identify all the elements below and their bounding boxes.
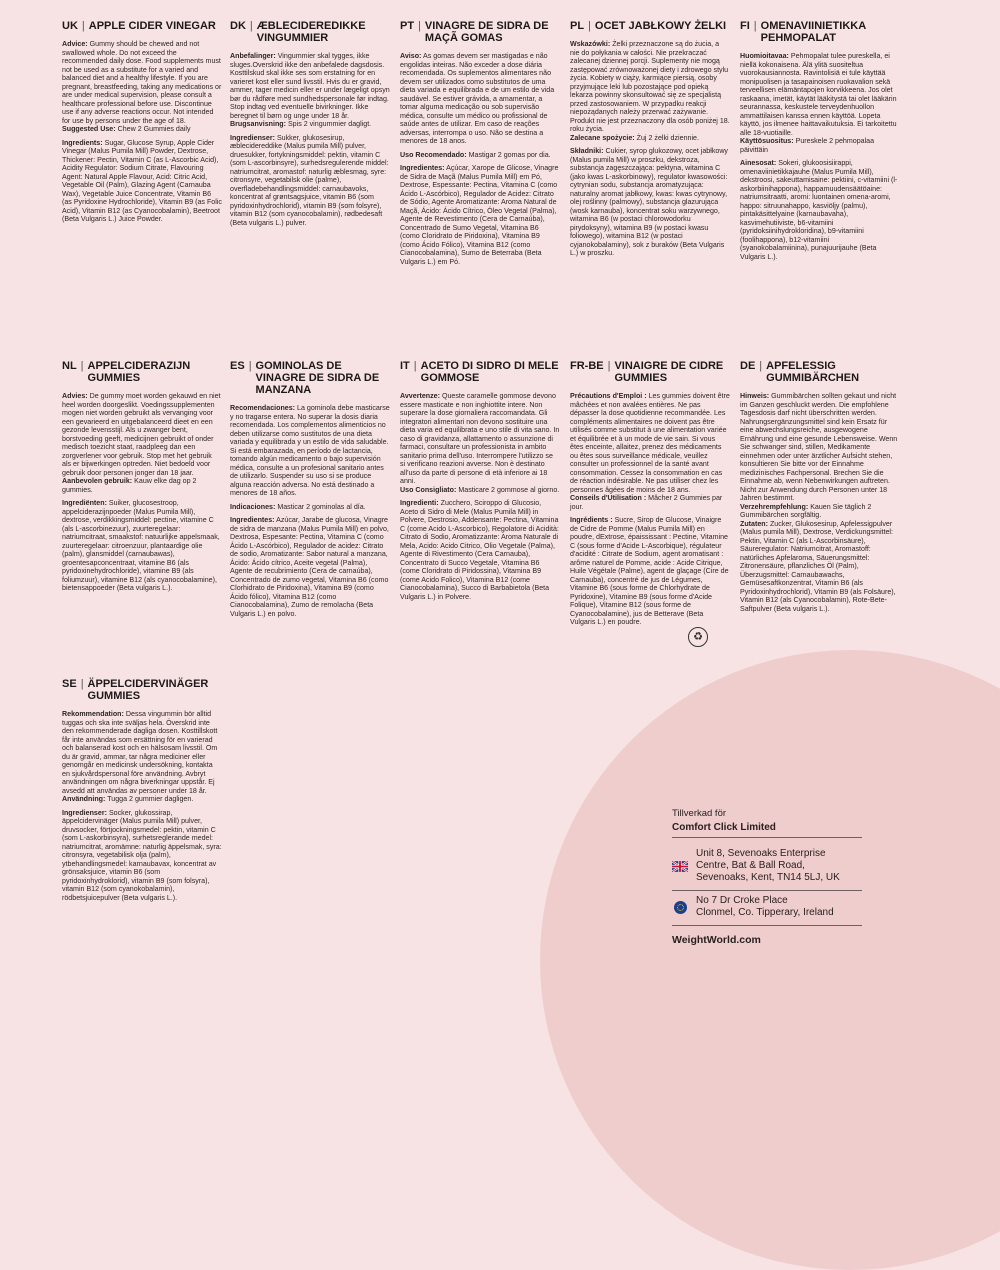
field-label: Hinweis: <box>740 392 770 400</box>
product-title: APPELCIDERAZIJN GUMMIES <box>87 360 191 384</box>
section-header <box>570 360 730 384</box>
paragraph <box>740 159 900 261</box>
product-title: APFELESSIG GUMMIBÄRCHEN <box>766 360 860 384</box>
paragraph <box>62 710 222 804</box>
header-divider: | <box>249 20 253 32</box>
section-dk <box>230 20 390 232</box>
field-label: Ingredienser: <box>62 808 107 817</box>
section-body <box>400 52 560 266</box>
section-body <box>570 40 730 258</box>
section-body <box>400 392 560 601</box>
field-label: Advies: <box>62 392 88 400</box>
company-name: Comfort Click Limited <box>672 822 862 838</box>
field-text: Zucchero, Sciroppo di Glucosio, Aceto di Sidro di Mele (Malus Pumila Mill) in Polvere, Destrosio, Addensante: Pectina, Vitamina C (come Acido L-Ascorbico), Regolatore di Acidità: Citrato di Sodio, Aromatizzante: Aroma Naturale di Mela, Acido: Acido Citrico, Olio Vegetale (Palma), Agente di Rivestimento (Cera Carnauba), Concentrato di Succo Vegetale, Vitamina B6 (come Cloridrato di Piridossina), Vitamina B9 (come Acido Folico), Vitamina B12 (come Cianocobalamina), Succo di Barbabietola (Beta Vulgaris L.) in Polvere. <box>400 499 559 601</box>
paragraph <box>62 809 222 903</box>
field-label: Uso Recomendado: <box>400 150 467 159</box>
section-header <box>400 20 560 44</box>
section-it <box>400 360 560 606</box>
header-divider: | <box>413 360 417 372</box>
paragraph <box>740 52 900 154</box>
language-code: FI <box>740 20 750 32</box>
paragraph <box>62 499 222 593</box>
header-divider: | <box>81 20 85 32</box>
field-label: Wskazówki: <box>570 40 611 48</box>
paragraph <box>570 392 730 511</box>
header-divider: | <box>248 360 252 372</box>
ie-address-line: Clonmel, Co. Tipperary, Ireland <box>696 907 834 918</box>
field-text: Masticar 2 gominolas al día. <box>277 502 366 511</box>
field-label: Ingredientes: <box>230 516 275 524</box>
language-code: NL <box>62 360 77 372</box>
field-text: As gomas devem ser mastigadas e não engolidas inteiras. Não exceder a dose diária recomendada. Os suplementos alimentares não devem ser utilizados como substitutos de uma dieta variada e equilibrada e de um estilo de vida saudável. Se estiver grávida, a amamentar, a tomar alguma medicação ou sob supervisão médica, consulte um médico ou profissional de saúde antes de utilizar. Em caso de reações adversas, interrompa o uso. Não se destina a menores de 18 anos. <box>400 52 555 145</box>
product-title: OMENAVIINIETIKKA PEHMOPALAT <box>760 20 866 44</box>
paragraph <box>570 40 730 142</box>
uk-address-line: Centre, Bat & Ball Road, <box>696 860 805 871</box>
field-text: Zucker, Glukosesirup, Apfelessigpulver (Malus pumila Mill), Dextrose, Verdickungsmittel: Pektin, Vitamin C (als L-Ascorbinsäure), Säureregulator: Natriumcitrat, Aromastoff: natürliches Apfelaroma, Säuerungsmittel: Zitronensäure, pflanzliches Öl (Palm), Überzugsmittel: Carnaubawachs, Gemüsesaftkonzentrat, Vitamin B6 (als Pyridoxinhydrochlorid), Vitamin B9 (als Folsäure), Vitamin B12 (als Cyanocobalamin), Rote-Bete-Saftpulver (Beta vulgaris L.). <box>740 519 896 613</box>
field-text: Suiker, glucosestroop, appelciderazijnpoeder (Malus Pumila Mill), dextrose, verdikkingsmiddel: pectine, vitamine C (als L-ascorbinezuur), zuurteregelaar: natriumcitraat, smaakstof: natuurlijke appelsmaak, zuurteregelaar: citroenzuur, plantaardige olie (palm), glansmiddel (carnaubawas), groentesapconcentraat, vitamine B6 (als pyridoxinehydrochloride), vitamine B9 (als foliumzuur), vitamine B12 (als cyanocobalamine), bietensappoeder (Beta vulgaris L.). <box>62 499 220 592</box>
paragraph <box>400 499 560 601</box>
field-label: Précautions d'Emploi : <box>570 392 647 400</box>
field-label: Ingredienser: <box>230 133 275 142</box>
field-text: Pehmopalat tulee pureskella, ei niellä kokonaisena. Älä ylitä suositeltua vuorokausiannosta. Ravintolisiä ei tule käyttää monipuolisen ja tasapainoisen ruokavalion sekä terveellisen elämäntapojen korvikkeena. Jos olet raskaana, imetät, käytät lääkitystä tai olet lääkärin seurannassa, keskustele terveydenhuollon ammattilaisen kanssa ennen käyttöä. Lopeta käyttö, jos ilmenee haittavaikutuksia. Ei tarkoitettu alle 18-vuotiaille. <box>740 52 897 137</box>
field-label: Ainesosat: <box>740 159 777 167</box>
field-label: Advice: <box>62 40 88 48</box>
section-header <box>740 20 900 44</box>
uk-address-block <box>672 844 862 891</box>
field-label: Zutaten: <box>740 519 768 528</box>
recycle-icon: ♻ <box>688 627 708 647</box>
field-text: La gominola debe masticarse y no tragarse entera. No superar la dosis diaria recomendada. Los complementos alimenticios no deben utilizarse como sustitutos de una dieta variada y equilibrada y un estilo de vida saludable. Si está embarazada, en período de lactancia, tomando algún medicamento o bajo supervisión médica, consulte a un profesional sanitario antes de utilizarlo. Suspender su uso si se produce alguna reacción adversa. No está destinado a menores de 18 años. <box>230 404 390 497</box>
paragraph <box>230 404 390 498</box>
paragraph <box>230 134 390 228</box>
paragraph <box>62 40 222 134</box>
field-label: Verzehrempfehlung: <box>740 502 809 511</box>
field-label: Uso Consigliato: <box>400 485 457 494</box>
decorative-circle <box>540 650 1000 1270</box>
section-header <box>570 20 730 32</box>
section-body <box>740 52 900 261</box>
section-uk <box>62 20 222 229</box>
section-header <box>230 360 390 396</box>
paragraph <box>230 516 390 618</box>
field-text: De gummy moet worden gekauwd en niet heel worden doorgeslikt. Voedingssupplementen mogen niet worden gebruikt als vervanging voor een gevarieerd en uitgebalanceerd dieet en een gezonde levensstijl. Als u zwanger bent, borstvoeding geeft, medicijnen gebruikt of onder medisch toezicht staat, raadpleeg dan een zorgverlener voor gebruik. Stop met het gebruik als er bijwerkingen optreden. Niet bedoeld voor gebruik door personen jonger dan 18 jaar. <box>62 392 221 477</box>
header-divider: | <box>759 360 763 372</box>
paragraph <box>230 503 390 512</box>
header-divider: | <box>588 20 591 32</box>
field-label: Conseils d'Utilisation : <box>570 494 647 502</box>
header-divider: | <box>80 360 84 372</box>
field-text: Żuj 2 żelki dziennie. <box>636 133 699 142</box>
language-code: IT <box>400 360 410 372</box>
header-divider: | <box>607 360 611 372</box>
field-text: Sucre, Sirop de Glucose, Vinaigre de Cidre de Pomme (Malus Pumila Mill) en poudre, dExtrose, épaississant : Pectine, Vitamine C (sous forme d'Acide L-Ascorbique), régulateur d'acidité : Citrate de Sodium, agent aromatisant : arôme naturel de Pomme, acide : Acide Citrique, Huile Végétale (Palme), agent de glaçage (Cire de Carnauba), concentré de jus de Légumes, Vitamine B6 (sous forme de Chlorhydrate de Pyridoxine), Vitamine B9 (sous forme d'Acide Folique), Vitamine B12 (sous forme de Cyanocobalamine), jus de Betterave (Beta Vulgaris L.) en poudre. <box>570 516 729 626</box>
field-text: Açúcar, Xarope de Glicose, Vinagre de Sidra de Maçã (Malus Pumila Mill) em Pó, Dextrose, Espessante: Pectina, Vitamina C (como Ácido L-Ascórbico), Regulador de Acidez: Citrato de Sódio, Agente Aromatizante: Aroma Natural de Maçã, Ácido: Ácido Cítrico, Óleo Vegetal (Palma), Agente de Revestimento (Cera de Carnaúba), Concentrado de Sumo Vegetal, Vitamina B6 (como Cloridrato de Piridoxina), Vitamina B9 (como Ácido Fólico), Vitamina B12 (como Cianocobalamina), Sumo de Beterraba (Beta Vulgaris L.) em Pó. <box>400 164 559 266</box>
section-fr-be <box>570 360 730 652</box>
field-text: Sukker, glukosesirup, æblecidereddike (Malus pumila Mill) pulver, druesukker, fortykningsmiddel: pektin, vitamin C (som L-ascorbinsyre), surhedsregulerende middel: natriumcitrat, aromastof: naturlig æblesmag, syre: citronsyre, vegetabilsk olie (palme), overfladebehandlingsmiddel: carnaubavoks, koncentrat af grøntsagsjuice, vitamin B6 (som pyridoxinhydrochlorid), vitamin B9 (som folsyre), vitamin B12 (som cyanocobalamin), rødbedesaft (Beta vulgaris L.) pulver. <box>230 133 389 227</box>
field-label: Suggested Use: <box>62 125 116 133</box>
ie-address-line: No 7 Dr Croke Place <box>696 895 788 906</box>
section-body <box>740 392 900 613</box>
field-label: Användning: <box>62 795 106 803</box>
field-text: Masticare 2 gommose al giorno. <box>458 485 560 494</box>
section-header <box>62 678 222 702</box>
field-label: Recomendaciones: <box>230 404 296 412</box>
section-se <box>62 678 222 907</box>
paragraph <box>400 164 560 266</box>
field-text: Queste caramelle gommose devono essere masticate e non inghiottite intere. Non superare la dose giornaliera raccomandata. Gli integratori alimentari non devono sostituire una dieta varia ed equilibrata e uno stile di vita sano. In caso di gravidanza, allattamento o assunzione di farmaci, consultare un professionista in ambito sanitario prima dell'uso. Interrompere l'utilizzo se si verificano reazioni avverse. Non è destinato all'uso da parte di persone di età inferiore ai 18 anni. <box>400 392 560 485</box>
field-text: Gummibärchen sollten gekaut und nicht im Ganzen geschluckt werden. Die empfohlene Tagesdosis darf nicht überschritten werden. Nahrungsergänzungsmittel sind kein Ersatz für eine abwechslungsreiche, ausgewogene Ernährung und eine gesunde Lebensweise. Wenn Sie schwanger sind, stillen, Medikamente einnehmen oder unter ärztlicher Aufsicht stehen, konsultieren Sie bitte vor der Einnahme medizinisches Fachpersonal. Brechen Sie die Einnahme ab, wenn Nebenwirkungen auftreten. Nicht zur Anwendung durch Personen unter 18 Jahren bestimmt. <box>740 392 898 502</box>
uk-flag-icon <box>672 861 688 872</box>
field-label: Indicaciones: <box>230 502 276 511</box>
made-for-label: Tillverkad för <box>672 808 727 819</box>
paragraph <box>62 392 222 494</box>
field-label: Käyttösuositus: <box>740 137 794 145</box>
section-header <box>740 360 900 384</box>
section-header <box>62 360 222 384</box>
product-title: ÆBLECIDEREDIKKE VINGUMMIER <box>256 20 366 44</box>
field-text: Mastigar 2 gomas por dia. <box>468 150 551 159</box>
uk-address-line: Unit 8, Sevenoaks Enterprise <box>696 848 826 859</box>
product-title: OCET JABŁKOWY ŻELKI <box>594 20 727 32</box>
field-text: Mâcher 2 Gummies par jour. <box>570 494 723 511</box>
section-header <box>62 20 222 32</box>
field-text: Chew 2 Gummies daily <box>117 125 191 133</box>
field-text: Azúcar, Jarabe de glucosa, Vinagre de sidra de manzana (Malus Pumila Mill) en polvo, Dextrosa, Espesante: Pectina, Vitamina C (como Ácido L-Ascórbico), Regulador de acidez: Citrato de sodio, Aromatizante: Sabor natural a manzana, Ácido: Ácido cítrico, Aceite vegetal (Palma), Agente de recubrimiento (Cera de carnaúba), Concentrado de zumo vegetal, Vitamina B6 (como Clorhidrato de Piridoxina), Vitamina B9 (como Ácido fólico), Vitamina B12 (como Cianocobalamina), Zumo de remolacha (Beta Vulgaris L.) en polvo. <box>230 516 389 618</box>
product-title: ÄPPELCIDERVINÄGER GUMMIES <box>87 678 209 702</box>
paragraph <box>740 392 900 613</box>
field-label: Ingrédients : <box>570 516 613 524</box>
field-text: Tugga 2 gummier dagligen. <box>107 795 194 803</box>
paragraph <box>62 139 222 224</box>
field-text: Sokeri, glukoosisiirappi, omenaviinietikkajauhe (Malus Pumila Mill), dekstroosi, sakeuttamisaine: pektiini, c-vitamiini (l-askorbiinihappona), happamuudensäätöaine: natriumsitraatti, aromi: luontainen omena-aromi, happo: sitruunahappo, kasviöljy (palmu), pintakäsittelyaine (karnaubavaha), kasvimehutiiviste, b6-vitamiini (pyridoksiinihydrokloridina), b9-vitamiini (foolihappona), b12-vitamiini (syanokobalamiinina), punajuurijauhe (Beta Vulgaris L.). <box>740 159 898 261</box>
eu-flag-icon <box>674 901 687 914</box>
field-text: Sugar, Glucose Syrup, Apple Cider Vinegar (Malus Pumila Mill) Powder, Dextrose, Thickener: Pectin, Vitamin C (as L-Ascorbic Acid), Acidity Regulator: Sodium Citrate, Flavouring Agent: Natural Apple Flavour, Acid: Citric Acid, Vegetable Oil (Palm), Glazing Agent (Carnauba Wax), Vegetable Juice Concentrate, Vitamin B6 (as Pyridoxine Hydrochloride), Vitamin B9 (as Folic Acid), Vitamin B12 (as Cyanocobalamin), Beetroot (Beta Vulgaris L.) Juice Powder. <box>62 138 222 223</box>
field-label: Ingredienti: <box>400 499 439 507</box>
field-text: Gummy should be chewed and not swallowed whole. Do not exceed the recommended daily dose. Food supplements must not be used as a substitute for a varied and balanced diet and a healthy lifestyle. If you are pregnant, breastfeeding, taking any medications or are under medical supervision, please consult a healthcare professional before use. Discontinue use if any adverse reactions occur. Not intended for use by persons under the age of 18. <box>62 40 222 125</box>
product-title: APPLE CIDER VINEGAR <box>88 20 216 32</box>
field-label: Huomioitavaa: <box>740 52 789 60</box>
language-code: UK <box>62 20 78 32</box>
paragraph <box>400 392 560 494</box>
field-label: Składniki: <box>570 147 604 155</box>
uk-address-line: Sevenoaks, Kent, TN14 5LJ, UK <box>696 872 840 883</box>
field-label: Rekommendation: <box>62 710 124 718</box>
section-body <box>230 52 390 227</box>
section-pt <box>400 20 560 271</box>
field-text: Spis 2 vingummier dagligt. <box>287 120 372 128</box>
language-code: FR-BE <box>570 360 604 372</box>
header-divider: | <box>753 20 757 32</box>
language-code: PT <box>400 20 415 32</box>
section-body <box>62 710 222 902</box>
section-body <box>62 40 222 224</box>
field-text: Dessa vingummin bör alltid tuggas och ska inte sväljas hela. Överskrid inte den rekommenderade dagliga dosen. Kosttillskott får inte användas som ersättning för en varierad och balanserad kost och en hälsosam livsstil. Om du är gravid, ammar, tar några mediciner eller genomgår en medicinsk undersökning, kontakta en sjukvårdspersonal före användning. Avbryt användningen om några biverkningar uppstår. Ej avsedd att användas av personer under 18 år. <box>62 710 218 795</box>
field-label: Avvertenze: <box>400 392 440 400</box>
section-de <box>740 360 900 618</box>
manufacturer-box <box>672 808 862 946</box>
section-body <box>62 392 222 593</box>
product-title: ACETO DI SIDRO DI MELE GOMMOSE <box>420 360 559 384</box>
section-pl <box>570 20 730 263</box>
field-text: Kauen Sie täglich 2 Gummibärchen sorgfältig. <box>740 502 872 519</box>
header-divider: | <box>418 20 421 32</box>
uk-address <box>696 848 840 884</box>
field-label: Aviso: <box>400 52 422 60</box>
product-title: VINAGRE DE SIDRA DE MAÇÃ GOMAS <box>424 20 549 44</box>
ie-address <box>696 895 834 919</box>
field-label: Aanbevolen gebruik: <box>62 477 133 485</box>
field-label: Zalecane spożycie: <box>570 133 635 142</box>
section-body <box>230 404 390 618</box>
paragraph <box>400 151 560 160</box>
section-body <box>570 392 730 647</box>
paragraph <box>230 52 390 129</box>
field-label: Ingredients: <box>62 138 103 147</box>
header-divider: | <box>80 678 84 690</box>
language-code: PL <box>570 20 585 32</box>
ie-address-block <box>672 891 862 926</box>
paragraph <box>570 516 730 647</box>
website-link[interactable]: WeightWorld.com <box>672 934 761 946</box>
paragraph <box>570 147 730 258</box>
field-label: Ingrediënten: <box>62 499 107 507</box>
field-text: Vingummier skal tygges, ikke sluges.Overskrid ikke den anbefalede dagsdosis. Kosttilskud skal ikke ses som erstatning for en varieret kost eller sund livsstil. Hvis du er gravid, ammer, tager medicin eller er under lægeligt opsyn bør du rådføre med sundhedspersonale før indtag. Stop indtag ved eventuelle bivirkninger. Ikke beregnet til børn og unge under 18 år. <box>230 52 390 120</box>
section-nl <box>62 360 222 598</box>
field-label: Ingredientes: <box>400 164 445 172</box>
paragraph <box>400 52 560 146</box>
language-code: DE <box>740 360 756 372</box>
field-label: Brugsanvisning: <box>230 120 286 128</box>
language-code: SE <box>62 678 77 690</box>
field-text: Pureskele 2 pehmopalaa päivittäin <box>740 137 875 154</box>
field-text: Socker, glukossirap, äppelcidervinäger (Malus pumila Mill) pulver, druvsocker, förtjockningsmedel: pektin, vitamin C (som L-askorbinsyra), surhetsreglerande medel: natriumcitrat, aromämne: naturlig äppelsmak, syra: citronsyra, vegetabilisk olja (palm), ytbehandlingsmedel: karnaubavax, koncentrat av grönsaksjuice, vitamin B6 (som pyridoxinhydroklorid), vitamin B9 (som folsyra), vitamin B12 (som cyanokobalamin), rödbetsjuicepulver (Beta vulgaris L.). <box>62 808 222 902</box>
field-text: Les gummies doivent être mâchées et non avalées entières. Ne pas dépasser la dose quotidienne recommandée. Les compléments alimentaires ne doivent pas être utilisés comme substitut à une alimentation variée et équilibrée et à un mode de vie sain. Si vous êtes enceinte, allaitez, prenez des médicaments ou êtes sous surveillance médicale, veuillez consulter un professionnel de la santé avant consommation. Cessez la consommation en cas de réaction indésirable. Ne pas utiliser chez les personnes âgées de moins de 18 ans. <box>570 392 730 494</box>
language-code: DK <box>230 20 246 32</box>
field-text: Kauw elke dag op 2 gummies. <box>62 477 197 494</box>
section-fi <box>740 20 900 266</box>
product-title: VINAIGRE DE CIDRE GUMMIES <box>614 360 724 384</box>
language-code: ES <box>230 360 245 372</box>
product-title: GOMINOLAS DE VINAGRE DE SIDRA DE MANZANA <box>255 360 380 396</box>
field-text: Żelki przeznaczone są do żucia, a nie do połykania w całości. Nie przekraczać zalecanej dziennej porcji. Suplementy nie mogą zastępować zrównoważonej diety i zdrowego stylu życia. Kobiety w ciąży, karmiące piersią, osoby przyjmujące leki lub pozostające pod opieką lekarza powinny skonsultować się ze specjalistą przed zastosowaniem. W przypadku reakcji niepożądanych należy przerwać zażywanie. Produkt nie jest przeznaczony dla osób poniżej 18. roku życia. <box>570 40 730 133</box>
section-header <box>400 360 560 384</box>
field-label: Anbefalinger: <box>230 52 276 60</box>
section-es <box>230 360 390 623</box>
field-text: Cukier, syrop glukozowy, ocet jabłkowy (Malus pumila Mill) w proszku, dekstroza, substancja zagęszczająca: pektyna, witamina C (jako kwas L-askorbinowy), regulator kwasowości: cytrynian sodu, substancja aromatyzująca: naturalny aromat jabłkowy, kwas: kwas cytrynowy, olej roślinny (palmowy), substancja glazurująca (wosk karnauba), koncentrat soku warzywnego, witamina B6 (w postaci chlorowodorku pirydoksyny), witamina B9 (w postaci kwasu foliowego), witamina B12 (w postaci cyjanokobalaminy), sok z buraków (Beta Vulgaris L.) w proszku. <box>570 147 728 257</box>
section-header <box>230 20 390 44</box>
